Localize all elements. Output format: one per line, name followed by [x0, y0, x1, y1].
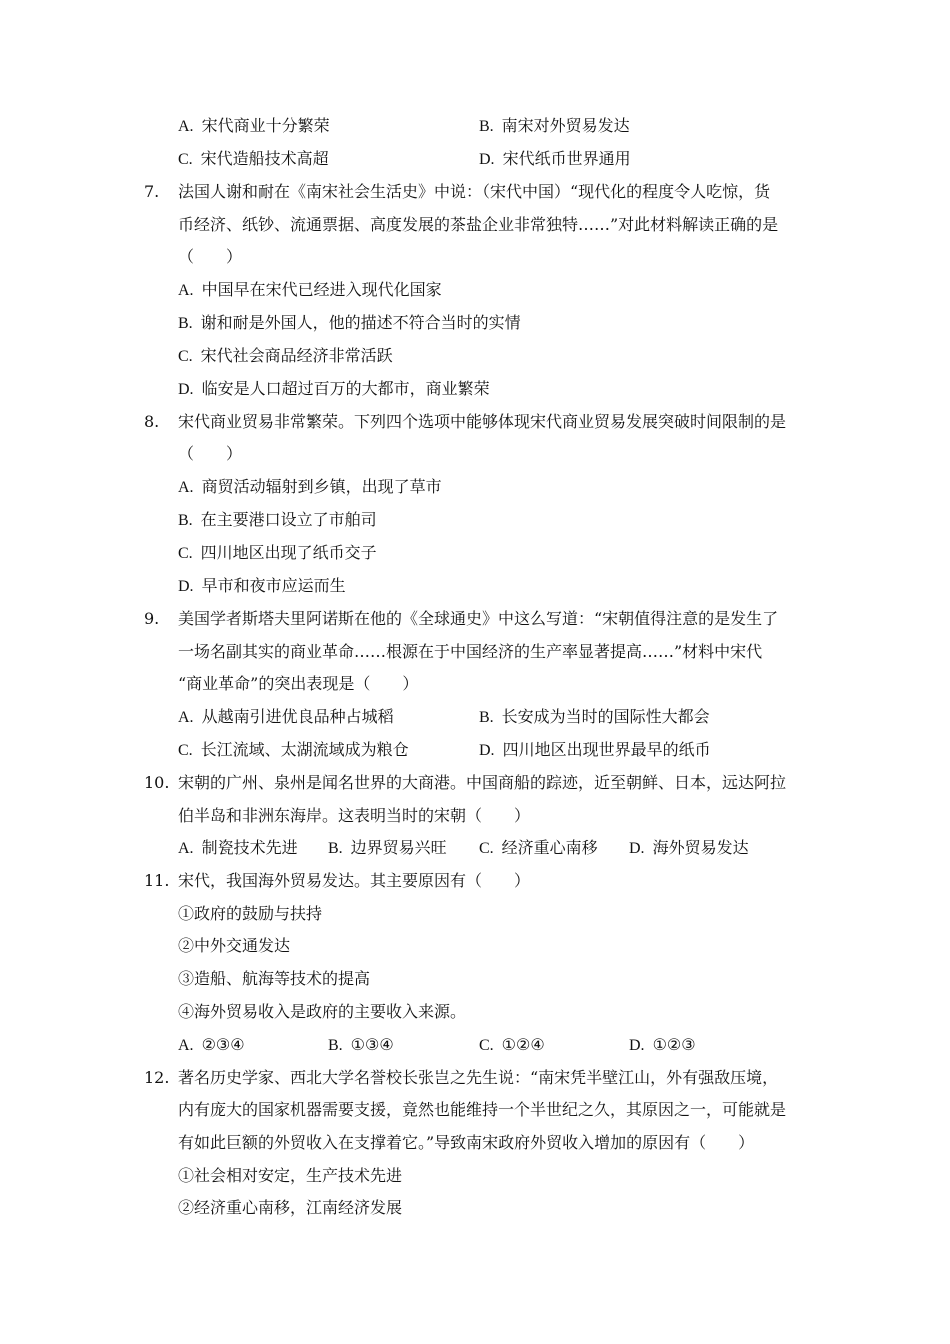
option-letter: D. — [629, 840, 645, 857]
q10-option-c — [479, 832, 598, 865]
option-letter: D. — [178, 578, 194, 595]
option-letter: D. — [479, 742, 495, 759]
question-number: 11. — [144, 871, 170, 890]
q6-option-b — [479, 110, 630, 143]
option-text: ①②③ — [652, 1035, 696, 1054]
question-stem-text: 著名历史学家、西北大学名誉校长张岂之先生说：“南宋凭半壁江山，外有强敌压境， — [178, 1068, 779, 1087]
option-letter: A. — [178, 118, 194, 135]
option-text: 制瓷技术先进 — [201, 838, 298, 857]
q10-option-b — [328, 832, 447, 865]
option-letter: C. — [479, 840, 494, 857]
question-number: 8. — [144, 412, 160, 431]
question-stem-text: “商业革命”的突出表现是（ ） — [178, 674, 419, 693]
option-text: 早市和夜市应运而生 — [201, 576, 346, 595]
answer-blank: （ ） — [178, 444, 243, 463]
option-letter: A. — [178, 1037, 194, 1054]
option-letter: D. — [629, 1037, 645, 1054]
q6-option-a — [178, 110, 330, 143]
question-stem-text: 宋代，我国海外贸易发达。其主要原因有（ ） — [178, 871, 531, 890]
q6-option-d — [479, 143, 631, 176]
statement-item: ①政府的鼓励与扶持 — [178, 904, 323, 923]
option-text: ①②④ — [501, 1035, 545, 1054]
question-stem-text: 法国人谢和耐在《南宋社会生活史》中说：（宋代中国）“现代化的程度令人吃惊，货 — [178, 182, 771, 201]
question-number: 12. — [144, 1068, 170, 1087]
option-letter: B. — [328, 1037, 343, 1054]
option-letter: D. — [479, 151, 495, 168]
option-text: 南宋对外贸易发达 — [501, 116, 630, 135]
q11-option-a — [178, 1029, 245, 1062]
option-letter: D. — [178, 381, 194, 398]
q9-option-a — [178, 701, 394, 734]
option-text: 谢和耐是外国人，他的描述不符合当时的实情 — [200, 313, 521, 332]
q11-option-c — [479, 1029, 545, 1062]
option-text: 中国早在宋代已经进入现代化国家 — [201, 280, 442, 299]
statement-item: ②经济重心南移，江南经济发展 — [178, 1198, 403, 1217]
option-text: 宋代纸币世界通用 — [502, 149, 631, 168]
option-text: 在主要港口设立了市舶司 — [200, 510, 377, 529]
question-number: 9. — [144, 609, 160, 628]
question-number: 10. — [144, 773, 170, 792]
option-letter: B. — [178, 512, 193, 529]
question-number: 7. — [144, 182, 160, 201]
question-stem-text: 美国学者斯塔夫里阿诺斯在他的《全球通史》中这么写道：“宋朝值得注意的是发生了 — [178, 609, 779, 628]
option-text: ②③④ — [201, 1035, 245, 1054]
option-letter: C. — [178, 151, 193, 168]
question-stem-text: 有如此巨额的外贸收入在支撑着它。”导致南宋政府外贸收入增加的原因有（ ） — [178, 1133, 755, 1152]
option-letter: B. — [479, 709, 494, 726]
option-letter: A. — [178, 840, 194, 857]
question-stem-text: 伯半岛和非洲东海岸。这表明当时的宋朝（ ） — [178, 806, 531, 825]
statement-item: ①社会相对安定，生产技术先进 — [178, 1166, 403, 1185]
option-letter: B. — [328, 840, 343, 857]
option-letter: C. — [479, 1037, 494, 1054]
q11-option-b — [328, 1029, 394, 1062]
option-text: 宋代社会商品经济非常活跃 — [200, 346, 393, 365]
option-letter: C. — [178, 348, 193, 365]
question-stem-text: 宋朝的广州、泉州是闻名世界的大商港。中国商船的踪迹，近至朝鲜、日本，远达阿拉 — [178, 773, 787, 792]
option-letter: B. — [479, 118, 494, 135]
option-text: 长江流域、太湖流域成为粮仓 — [200, 740, 409, 759]
q10-option-a — [178, 832, 298, 865]
statement-item: ②中外交通发达 — [178, 936, 291, 955]
statement-item: ④海外贸易收入是政府的主要收入来源。 — [178, 1002, 467, 1021]
option-text: 经济重心南移 — [501, 838, 598, 857]
option-letter: C. — [178, 742, 193, 759]
option-letter: C. — [178, 545, 193, 562]
option-text: 临安是人口超过百万的大都市，商业繁荣 — [201, 379, 490, 398]
q11-option-d — [629, 1029, 696, 1062]
q9-option-c — [178, 734, 409, 767]
option-text: 长安成为当时的国际性大都会 — [501, 707, 710, 726]
option-text: 四川地区出现了纸币交子 — [200, 543, 377, 562]
option-text: 宋代造船技术高超 — [200, 149, 329, 168]
answer-blank: （ ） — [178, 247, 243, 266]
option-letter: A. — [178, 479, 194, 496]
option-text: 商贸活动辐射到乡镇，出现了草市 — [201, 477, 442, 496]
question-stem-text: 宋代商业贸易非常繁荣。下列四个选项中能够体现宋代商业贸易发展突破时间限制的是 — [178, 412, 787, 431]
option-letter: A. — [178, 282, 194, 299]
option-text: ①③④ — [350, 1035, 394, 1054]
statement-item: ③造船、航海等技术的提高 — [178, 969, 371, 988]
option-text: 边界贸易兴旺 — [350, 838, 447, 857]
q6-option-c — [178, 143, 329, 176]
option-text: 从越南引进优良品种占城稻 — [201, 707, 394, 726]
option-text: 海外贸易发达 — [652, 838, 749, 857]
option-text: 宋代商业十分繁荣 — [201, 116, 330, 135]
q9-option-d — [479, 734, 711, 767]
question-stem-text: 币经济、纸钞、流通票据、高度发展的茶盐企业非常独特……”对此材料解读正确的是 — [178, 215, 779, 234]
q10-option-d — [629, 832, 749, 865]
option-letter: B. — [178, 315, 193, 332]
question-stem-text: 一场名副其实的商业革命……根源在于中国经济的生产率显著提高……”材料中宋代 — [178, 642, 763, 661]
question-stem-text: 内有庞大的国家机器需要支援，竟然也能维持一个半世纪之久，其原因之一，可能就是 — [178, 1100, 787, 1119]
option-letter: A. — [178, 709, 194, 726]
option-text: 四川地区出现世界最早的纸币 — [502, 740, 711, 759]
q9-option-b — [479, 701, 710, 734]
